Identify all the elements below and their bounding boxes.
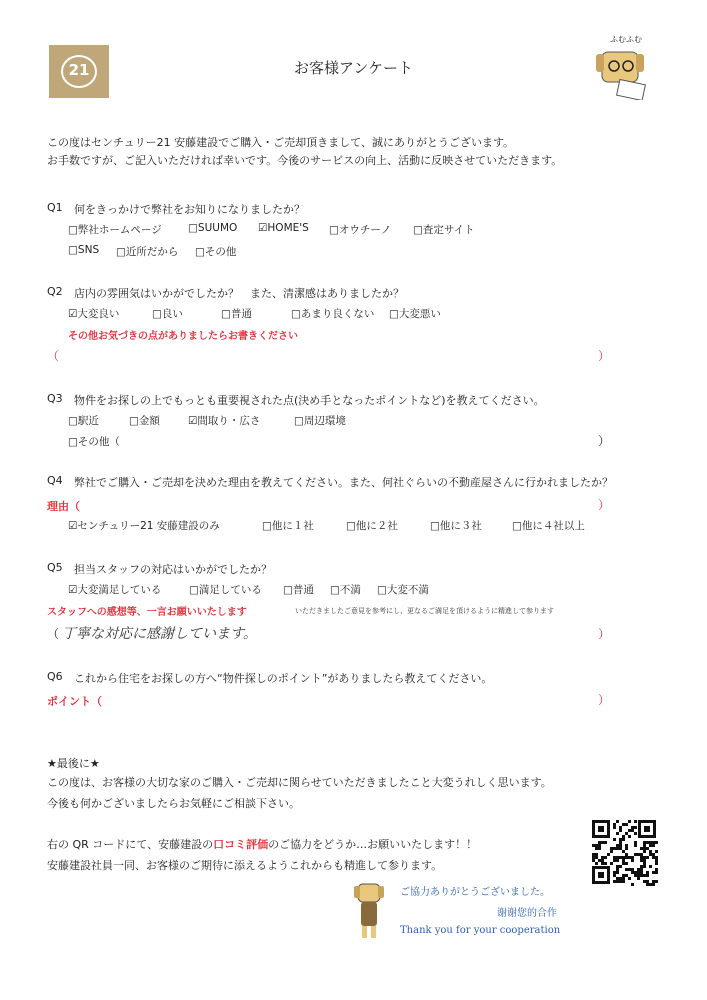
q1-option[interactable]: □SNS xyxy=(68,244,100,256)
q4-reason-label: 理由（ xyxy=(47,500,80,513)
intro-line-1: この度はセンチュリー21 安藤建設でご購入・ご売却頂きまして、誠にありがとうございます。 xyxy=(47,136,515,149)
q4-option[interactable]: ☑センチュリー21 安藤建設のみ xyxy=(68,520,220,532)
closing-line-2: 今後も何かございましたらお気軽にご相談下さい。 xyxy=(47,797,300,810)
q6-label: Q6 xyxy=(47,670,63,683)
q2-comment-field[interactable] xyxy=(60,345,595,363)
review-highlight: 口コミ評価 xyxy=(213,838,269,851)
closing-heading: ★最後に★ xyxy=(47,757,100,770)
q6-question: これから住宅をお探しの方へ“物件探しのポイント”がありましたら教えてください。 xyxy=(74,672,493,685)
intro-line-2: お手数ですが、ご記入いただければ幸いです。今後のサービスの向上、活動に反映させていただきます。 xyxy=(47,154,563,167)
mascot-reading-illustration xyxy=(588,35,650,100)
century21-logo: 21 xyxy=(49,45,109,98)
q2-open-paren: （ xyxy=(47,349,60,363)
q1-option[interactable]: ☑HOME'S xyxy=(258,222,309,234)
q4-option[interactable]: □他に１社 xyxy=(262,520,314,532)
q4-option[interactable]: □他に４社以上 xyxy=(512,520,585,532)
q5-option[interactable]: □大変不満 xyxy=(377,584,429,596)
q2-comment-prompt: その他お気づきの点がありましたらお書きください xyxy=(68,331,298,342)
q1-question: 何をきっかけで弊社をお知りになりましたか？ xyxy=(74,203,305,216)
q1-option[interactable]: □オウチーノ xyxy=(329,224,392,236)
closing-line-1: この度は、お客様の大切な家のご購入・ご売却に関らせていただきましたこと大変うれしく思います。 xyxy=(47,776,552,789)
q5-open-paren: （ xyxy=(47,627,60,641)
q4-close-paren: ） xyxy=(598,498,611,512)
q3-option[interactable]: □金額 xyxy=(129,415,160,427)
q5-handwritten-comment[interactable]: 丁寧な対応に感謝しています。 xyxy=(62,626,257,642)
q5-option[interactable]: □普通 xyxy=(283,584,314,596)
q5-note: いただきましたご意見を参考にし、更なるご満足を頂けるように精進して参ります xyxy=(295,607,554,615)
q4-question: 弊社でご購入・ご売却を決めた理由を教えてください。また、何社ぐらいの不動産屋さんに行かれましたか？ xyxy=(74,476,613,489)
q5-option[interactable]: □満足している xyxy=(189,584,262,596)
q1-option[interactable]: □SUUMO xyxy=(188,222,238,234)
q4-option[interactable]: □他に３社 xyxy=(430,520,482,532)
q3-label: Q3 xyxy=(47,392,63,405)
mascot-bowing-illustration xyxy=(352,882,386,940)
thanks-english: Thank you for your cooperation xyxy=(400,925,561,936)
q5-close-paren: ） xyxy=(598,627,611,641)
q4-option[interactable]: □他に２社 xyxy=(346,520,398,532)
mascot-caption: ふむふむ xyxy=(610,35,642,44)
q2-option[interactable]: ☑大変良い xyxy=(68,308,120,320)
q1-option[interactable]: □弊社ホームページ xyxy=(68,224,162,236)
thanks-chinese: 谢谢您的合作 xyxy=(497,908,557,919)
q2-option[interactable]: □普通 xyxy=(221,308,252,320)
q3-option[interactable]: ☑間取り・広さ xyxy=(188,415,261,427)
q5-question: 担当スタッフの対応はいかがでしたか？ xyxy=(74,563,272,576)
q6-close-paren: ） xyxy=(598,693,611,707)
closing-line-4: 安藤建設社員一同、お客様のご期待に添えるようこれからも精進して参ります。 xyxy=(47,859,443,872)
q5-label: Q5 xyxy=(47,561,63,574)
q2-question: 店内の雰囲気はいかがでしたか？ また、清潔感はありましたか？ xyxy=(74,287,404,300)
q6-point-label: ポイント（ xyxy=(47,695,102,708)
page-title: お客様アンケート xyxy=(293,59,414,77)
q1-option[interactable]: □その他 xyxy=(195,246,237,258)
q2-option[interactable]: □あまり良くない xyxy=(291,308,375,320)
q5-option[interactable]: □不満 xyxy=(330,584,361,596)
q2-option[interactable]: □大変悪い xyxy=(389,308,441,320)
q4-reason-field[interactable] xyxy=(90,496,595,514)
q1-option[interactable]: □近所だから xyxy=(116,246,179,258)
q3-other-option[interactable]: □その他（ xyxy=(68,436,120,448)
q1-option[interactable]: □査定サイト xyxy=(413,224,475,236)
q3-close-paren: ） xyxy=(598,434,611,448)
q5-option[interactable]: ☑大変満足している xyxy=(68,584,162,596)
q2-option[interactable]: □良い xyxy=(152,308,183,320)
q3-option[interactable]: □駅近 xyxy=(68,415,99,427)
q1-label: Q1 xyxy=(47,201,63,214)
q4-label: Q4 xyxy=(47,474,63,487)
q2-close-paren: ） xyxy=(598,349,611,363)
closing-line-3: 右の QR コードにて、安藤建設の口コミ評価のご協力をどうか…お願いいたします！！ xyxy=(47,838,478,851)
q5-comment-prompt: スタッフへの感想等、一言お願いいたします xyxy=(47,607,247,618)
q2-label: Q2 xyxy=(47,285,63,298)
q6-point-field[interactable] xyxy=(108,691,595,709)
qr-code[interactable] xyxy=(590,818,658,886)
q3-option[interactable]: □周辺環境 xyxy=(294,415,346,427)
thanks-japanese: ご協力ありがとうございました。 xyxy=(400,887,550,898)
q3-question: 物件をお探しの上でもっとも重要視された点(決め手となったポイントなど)を教えてください。 xyxy=(74,394,545,407)
